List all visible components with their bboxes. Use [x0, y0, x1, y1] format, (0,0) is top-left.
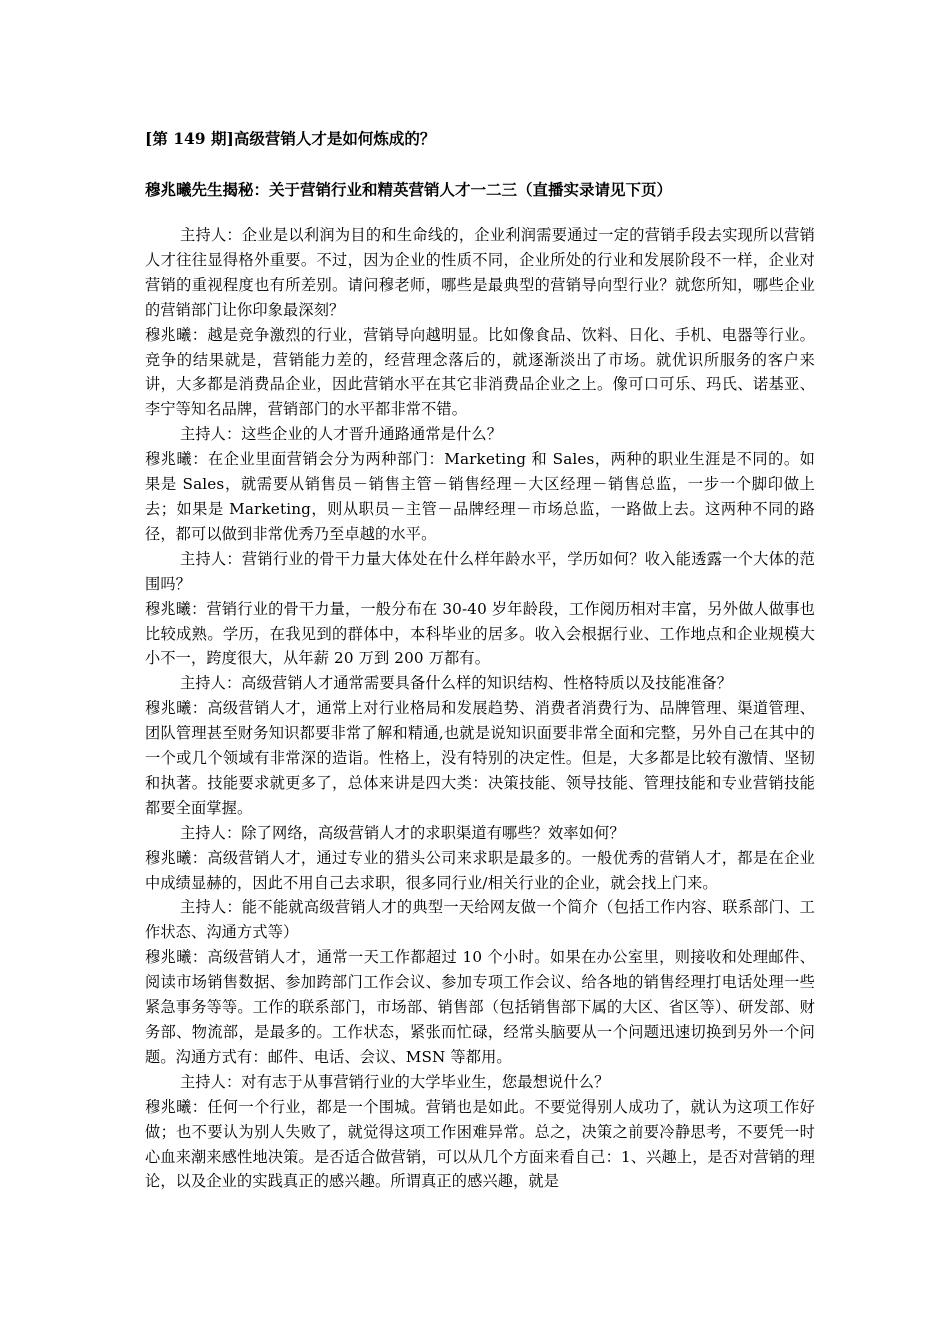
- document-body: [145, 223, 815, 1194]
- host-paragraph: 主持人：企业是以利润为目的和生命线的，企业利润需要通过一定的营销手段去实现所以营销人才往往显得格外重要。不过，因为企业的性质不同，企业所处的行业和发展阶段不一样，企业对营销的重视程度也有所差别。请问穆老师，哪些是最典型的营销导向型行业？就您所知，哪些企业的营销部门让你印象最深刻？: [145, 226, 815, 319]
- document-page: [145, 118, 815, 1194]
- document-title: [第 149 期]高级营销人才是如何炼成的？: [145, 129, 436, 148]
- guest-paragraph: 穆兆曦：营销行业的骨干力量，一般分布在 30-40 岁年龄段，工作阅历相对丰富，另外做人做事也比较成熟。学历，在我见到的群体中，本科毕业的居多。收入会根据行业、工作地点和企业规模大小不一，跨度很大，从年薪 20 万到 200 万都有。: [145, 599, 815, 668]
- guest-paragraph: 穆兆曦：越是竞争激烈的行业，营销导向越明显。比如像食品、饮料、日化、手机、电器等行业。竞争的结果就是，营销能力差的，经营理念落后的，就逐渐淡出了市场。就优识所服务的客户来讲，大多都是消费品企业，因此营销水平在其它非消费品企业之上。像可口可乐、玛氏、诺基亚、李宁等知名品牌，营销部门的水平都非常不错。: [145, 325, 815, 419]
- host-paragraph: 主持人：除了网络，高级营销人才的求职渠道有哪些？效率如何？: [179, 823, 625, 842]
- host-paragraph: 主持人：这些企业的人才晋升通路通常是什么？: [179, 425, 503, 444]
- host-paragraph: 主持人：高级营销人才通常需要具备什么样的知识结构、性格特质以及技能准备？: [179, 674, 733, 693]
- document-subtitle: 穆兆曦先生揭秘：关于营销行业和精英营销人才一二三（直播实录请见下页）: [145, 180, 673, 199]
- host-paragraph: 主持人：对有志于从事营销行业的大学毕业生，您最想说什么？: [179, 1072, 610, 1091]
- host-paragraph: 主持人：能不能就高级营销人才的典型一天给网友做一个简介（包括工作内容、联系部门、工作状态、沟通方式等）: [145, 898, 815, 942]
- guest-paragraph: 穆兆曦：高级营销人才，通常上对行业格局和发展趋势、消费者消费行为、品牌管理、渠道管理、团队管理甚至财务知识都要非常了解和精通,也就是说知识面要非常全面和完整，另外自己在其中的一个或几个领域有非常深的造诣。性格上，没有特别的决定性。但是，大多都是比较有激情、坚韧和执著。技能要求就更多了，总体来讲是四大类：决策技能、领导技能、管理技能和专业营销技能都要全面掌握。: [145, 699, 815, 817]
- guest-paragraph: 穆兆曦：任何一个行业，都是一个围城。营销也是如此。不要觉得别人成功了，就认为这项工作好做；也不要认为别人失败了，就觉得这项工作困难异常。总之，决策之前要冷静思考，不要凭一时心血来潮来感性地决策。是否适合做营销，可以从几个方面来看自己：1、兴趣上，是否对营销的理论，以及企业的实践真正的感兴趣。所谓真正的感兴趣，就是: [145, 1097, 815, 1191]
- guest-paragraph: 穆兆曦：高级营销人才，通过专业的猎头公司来求职是最多的。一般优秀的营销人才，都是在企业中成绩显赫的，因此不用自己去求职，很多同行业/相关行业的企业，就会找上门来。: [145, 848, 815, 892]
- host-paragraph: 主持人：营销行业的骨干力量大体处在什么样年龄水平，学历如何？收入能透露一个大体的范围吗？: [145, 549, 815, 593]
- guest-paragraph: 穆兆曦：高级营销人才，通常一天工作都超过 10 个小时。如果在办公室里，则接收和处理邮件、阅读市场销售数据、参加跨部门工作会议、参加专项工作会议、给各地的销售经理打电话处理一些紧急事务等等。工作的联系部门，市场部、销售部（包括销售部下属的大区、省区等）、研发部、财务部、物流部，是最多的。工作状态，紧张而忙碌，经常头脑要从一个问题迅速切换到另外一个问题。沟通方式有：邮件、电话、会议、MSN 等都用。: [145, 948, 815, 1066]
- guest-paragraph: 穆兆曦：在企业里面营销会分为两种部门：Marketing 和 Sales，两种的职业生涯是不同的。如果是 Sales，就需要从销售员－销售主管－销售经理－大区经理－销售总监，一步一个脚印做上去；如果是 Marketing，则从职员－主管－品牌经理－市场总监，一路做上去。这两种不同的路径，都可以做到非常优秀乃至卓越的水平。: [145, 450, 815, 543]
